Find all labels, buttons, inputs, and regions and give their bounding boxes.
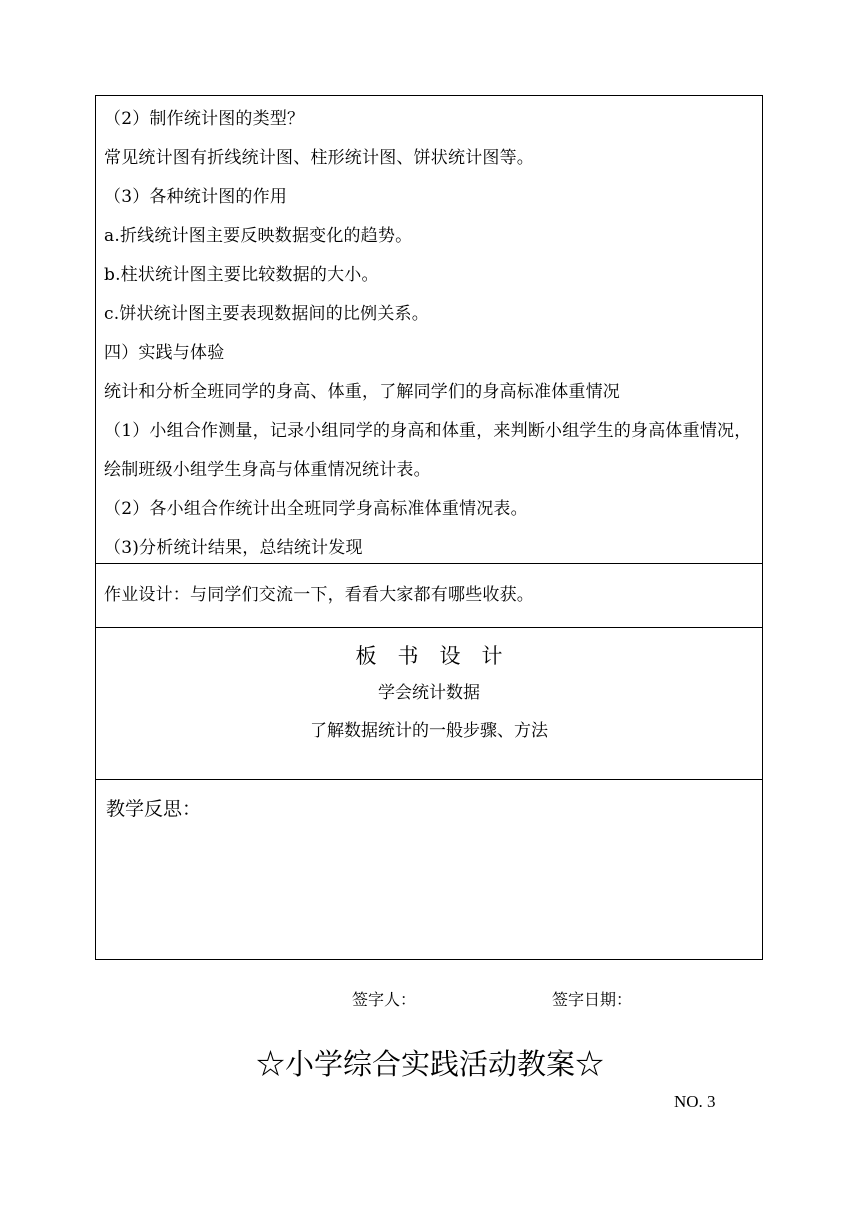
- content-line: （3）各种统计图的作用: [104, 187, 288, 207]
- content-line: （2）各小组合作统计出全班同学身高标准体重情况表。: [104, 499, 528, 519]
- document-number: NO. 3: [674, 1092, 716, 1111]
- homework-text: 作业设计：与同学们交流一下，看看大家都有哪些收获。: [104, 585, 534, 605]
- signer-label: 签字人：: [352, 990, 417, 1009]
- lesson-content-cell: [96, 96, 762, 564]
- signature-date-label: 签字日期：: [552, 990, 633, 1009]
- content-line: （3)分析统计结果，总结统计发现: [104, 538, 363, 558]
- teaching-reflection-cell: [96, 780, 762, 959]
- signature-row: [0, 987, 860, 1011]
- board-design-cell: [96, 628, 762, 780]
- content-line: c.饼状统计图主要表现数据间的比例关系。: [104, 304, 429, 324]
- reflection-label: 教学反思：: [106, 798, 202, 820]
- content-line: （1）小组合作测量，记录小组同学的身高和体重，来判断小组学生的身高体重情况，绘制班级小组学生身高与体重情况统计表。: [104, 421, 752, 480]
- board-design-title: 板书设计: [355, 644, 524, 668]
- homework-cell: [96, 564, 762, 628]
- content-line: 统计和分析全班同学的身高、体重，了解同学们的身高标准体重情况: [104, 382, 620, 402]
- content-line: （2）制作统计图的类型？: [104, 109, 305, 129]
- board-line: 了解数据统计的一般步骤、方法: [310, 721, 548, 741]
- content-line: 常见统计图有折线统计图、柱形统计图、饼状统计图等。: [104, 148, 534, 168]
- content-line: 四）实践与体验: [104, 343, 225, 363]
- board-line: 学会统计数据: [378, 683, 480, 703]
- lesson-plan-table: [95, 95, 763, 960]
- content-line: b.柱状统计图主要比较数据的大小。: [104, 265, 379, 285]
- document-title: ☆小学综合实践活动教案☆: [255, 1047, 604, 1081]
- content-line: a.折线统计图主要反映数据变化的趋势。: [104, 226, 413, 246]
